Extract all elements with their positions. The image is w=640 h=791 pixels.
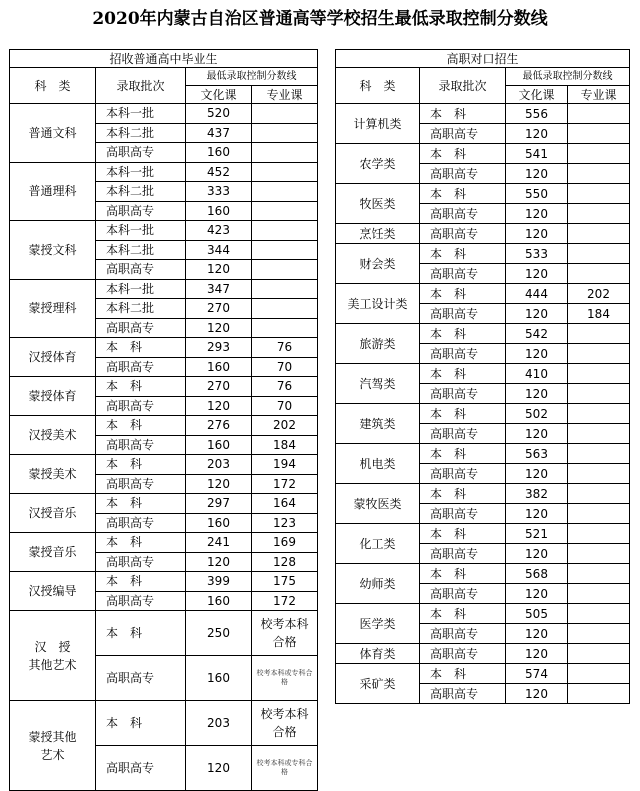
table-row bbox=[336, 284, 630, 304]
culture-score-cell: 270 bbox=[186, 299, 252, 319]
culture-score-cell: 568 bbox=[506, 564, 568, 584]
batch-cell: 本 科 bbox=[420, 364, 506, 384]
batch-cell: 高职高专 bbox=[420, 204, 506, 224]
batch-cell: 本 科 bbox=[96, 416, 186, 436]
batch-cell: 高职高专 bbox=[420, 424, 506, 444]
major-score-cell bbox=[568, 224, 630, 244]
major-score-cell: 128 bbox=[252, 552, 318, 572]
category-cell: 蒙授理科 bbox=[10, 279, 96, 338]
batch-cell: 本 科 bbox=[96, 338, 186, 358]
batch-cell: 本科一批 bbox=[96, 104, 186, 124]
culture-score-cell: 120 bbox=[186, 746, 252, 791]
major-score-cell: 194 bbox=[252, 455, 318, 475]
major-score-cell bbox=[568, 404, 630, 424]
culture-score-cell: 520 bbox=[186, 104, 252, 124]
batch-cell: 本 科 bbox=[96, 494, 186, 514]
batch-cell: 本 科 bbox=[420, 524, 506, 544]
batch-cell: 高职高专 bbox=[96, 260, 186, 280]
batch-cell: 本 科 bbox=[96, 701, 186, 746]
culture-score-cell: 444 bbox=[506, 284, 568, 304]
batch-cell: 本科二批 bbox=[96, 182, 186, 202]
culture-score-cell: 160 bbox=[186, 591, 252, 611]
major-score-cell: 校考本科合格 bbox=[252, 611, 318, 656]
batch-cell: 本科二批 bbox=[96, 240, 186, 260]
culture-score-cell: 423 bbox=[186, 221, 252, 241]
batch-cell: 高职高专 bbox=[96, 201, 186, 221]
major-score-cell bbox=[568, 264, 630, 284]
table-row bbox=[336, 404, 630, 424]
major-score-cell bbox=[568, 444, 630, 464]
table-row bbox=[10, 533, 318, 553]
category-cell: 蒙授音乐 bbox=[10, 533, 96, 572]
culture-score-cell: 542 bbox=[506, 324, 568, 344]
culture-score-cell: 120 bbox=[506, 124, 568, 144]
batch-cell: 本 科 bbox=[96, 533, 186, 553]
culture-score-cell: 120 bbox=[506, 584, 568, 604]
culture-score-cell: 502 bbox=[506, 404, 568, 424]
major-score-cell bbox=[568, 524, 630, 544]
category-cell: 计算机类 bbox=[336, 104, 420, 144]
col-header-major: 专业课 bbox=[568, 86, 630, 104]
major-score-cell: 70 bbox=[252, 357, 318, 377]
culture-score-cell: 270 bbox=[186, 377, 252, 397]
batch-cell: 本 科 bbox=[420, 564, 506, 584]
major-score-cell: 70 bbox=[252, 396, 318, 416]
major-score-cell: 169 bbox=[252, 533, 318, 553]
major-score-cell: 校考本科或专科合格 bbox=[252, 746, 318, 791]
batch-cell: 高职高专 bbox=[96, 513, 186, 533]
category-cell: 汽驾类 bbox=[336, 364, 420, 404]
batch-cell: 本科一批 bbox=[96, 162, 186, 182]
table-row bbox=[336, 144, 630, 164]
major-score-cell bbox=[568, 684, 630, 704]
major-score-cell bbox=[568, 424, 630, 444]
major-score-cell bbox=[252, 299, 318, 319]
culture-score-cell: 120 bbox=[506, 344, 568, 364]
major-score-cell bbox=[568, 664, 630, 684]
category-cell: 汉 授 其他艺术 bbox=[10, 611, 96, 701]
batch-cell: 本 科 bbox=[420, 284, 506, 304]
culture-score-cell: 120 bbox=[506, 264, 568, 284]
culture-score-cell: 276 bbox=[186, 416, 252, 436]
category-cell: 旅游类 bbox=[336, 324, 420, 364]
category-cell: 建筑类 bbox=[336, 404, 420, 444]
category-cell: 蒙授其他 艺术 bbox=[10, 701, 96, 791]
col-header-min-score: 最低录取控制分数线 bbox=[186, 68, 318, 86]
culture-score-cell: 382 bbox=[506, 484, 568, 504]
culture-score-cell: 410 bbox=[506, 364, 568, 384]
culture-score-cell: 297 bbox=[186, 494, 252, 514]
category-cell: 机电类 bbox=[336, 444, 420, 484]
table-row bbox=[336, 644, 630, 664]
batch-cell: 高职高专 bbox=[420, 344, 506, 364]
batch-cell: 高职高专 bbox=[420, 544, 506, 564]
major-score-cell bbox=[252, 201, 318, 221]
batch-cell: 本 科 bbox=[420, 484, 506, 504]
culture-score-cell: 120 bbox=[186, 318, 252, 338]
culture-score-cell: 203 bbox=[186, 701, 252, 746]
batch-cell: 高职高专 bbox=[420, 504, 506, 524]
major-score-cell: 172 bbox=[252, 591, 318, 611]
major-score-cell bbox=[568, 584, 630, 604]
table-row bbox=[10, 572, 318, 592]
category-cell: 蒙授文科 bbox=[10, 221, 96, 280]
culture-score-cell: 505 bbox=[506, 604, 568, 624]
major-score-cell bbox=[568, 544, 630, 564]
major-score-cell bbox=[568, 464, 630, 484]
major-score-cell bbox=[568, 164, 630, 184]
table-row bbox=[10, 416, 318, 436]
table-row bbox=[10, 221, 318, 241]
batch-cell: 高职高专 bbox=[96, 435, 186, 455]
col-header-culture: 文化课 bbox=[186, 86, 252, 104]
batch-cell: 高职高专 bbox=[420, 644, 506, 664]
table-row bbox=[336, 444, 630, 464]
major-score-cell bbox=[568, 104, 630, 124]
batch-cell: 本 科 bbox=[420, 324, 506, 344]
batch-cell: 本 科 bbox=[96, 455, 186, 475]
table-row bbox=[336, 364, 630, 384]
batch-cell: 高职高专 bbox=[420, 384, 506, 404]
culture-score-cell: 160 bbox=[186, 656, 252, 701]
major-score-cell bbox=[252, 260, 318, 280]
batch-cell: 高职高专 bbox=[96, 591, 186, 611]
culture-score-cell: 120 bbox=[506, 684, 568, 704]
batch-cell: 本 科 bbox=[96, 377, 186, 397]
major-score-cell bbox=[568, 484, 630, 504]
major-score-cell: 123 bbox=[252, 513, 318, 533]
category-cell: 普通文科 bbox=[10, 104, 96, 163]
batch-cell: 高职高专 bbox=[420, 224, 506, 244]
culture-score-cell: 550 bbox=[506, 184, 568, 204]
category-cell: 化工类 bbox=[336, 524, 420, 564]
table-row bbox=[10, 104, 318, 124]
category-cell: 蒙授体育 bbox=[10, 377, 96, 416]
batch-cell: 高职高专 bbox=[420, 164, 506, 184]
batch-cell: 高职高专 bbox=[420, 584, 506, 604]
category-cell: 汉授音乐 bbox=[10, 494, 96, 533]
major-score-cell bbox=[568, 144, 630, 164]
batch-cell: 本 科 bbox=[420, 404, 506, 424]
major-score-cell bbox=[568, 564, 630, 584]
table-row bbox=[336, 564, 630, 584]
table-row bbox=[336, 604, 630, 624]
major-score-cell bbox=[252, 143, 318, 163]
major-score-cell bbox=[568, 384, 630, 404]
batch-cell: 本科二批 bbox=[96, 123, 186, 143]
batch-cell: 本 科 bbox=[420, 604, 506, 624]
batch-cell: 本 科 bbox=[420, 144, 506, 164]
major-score-cell: 164 bbox=[252, 494, 318, 514]
major-score-cell bbox=[252, 240, 318, 260]
culture-score-cell: 241 bbox=[186, 533, 252, 553]
category-cell: 幼师类 bbox=[336, 564, 420, 604]
col-header-culture: 文化课 bbox=[506, 86, 568, 104]
major-score-cell: 175 bbox=[252, 572, 318, 592]
batch-cell: 本 科 bbox=[420, 444, 506, 464]
batch-cell: 高职高专 bbox=[420, 124, 506, 144]
major-score-cell: 202 bbox=[252, 416, 318, 436]
table-row bbox=[336, 184, 630, 204]
major-score-cell: 202 bbox=[568, 284, 630, 304]
table-row bbox=[336, 664, 630, 684]
culture-score-cell: 120 bbox=[506, 504, 568, 524]
major-score-cell: 校考本科或专科合格 bbox=[252, 656, 318, 701]
batch-cell: 本 科 bbox=[420, 184, 506, 204]
category-cell: 蒙授美术 bbox=[10, 455, 96, 494]
batch-cell: 高职高专 bbox=[420, 684, 506, 704]
culture-score-cell: 160 bbox=[186, 201, 252, 221]
culture-score-cell: 120 bbox=[506, 644, 568, 664]
major-score-cell bbox=[568, 504, 630, 524]
major-score-cell bbox=[252, 182, 318, 202]
table-row bbox=[10, 338, 318, 358]
major-score-cell bbox=[568, 344, 630, 364]
culture-score-cell: 160 bbox=[186, 513, 252, 533]
culture-score-cell: 160 bbox=[186, 435, 252, 455]
batch-cell: 高职高专 bbox=[420, 264, 506, 284]
culture-score-cell: 120 bbox=[186, 396, 252, 416]
major-score-cell: 172 bbox=[252, 474, 318, 494]
table-row bbox=[336, 524, 630, 544]
culture-score-cell: 120 bbox=[186, 552, 252, 572]
culture-score-cell: 120 bbox=[506, 624, 568, 644]
category-cell: 美工设计类 bbox=[336, 284, 420, 324]
major-score-cell bbox=[252, 318, 318, 338]
culture-score-cell: 347 bbox=[186, 279, 252, 299]
major-score-cell bbox=[568, 324, 630, 344]
table-row bbox=[336, 244, 630, 264]
batch-cell: 本科一批 bbox=[96, 221, 186, 241]
culture-score-cell: 563 bbox=[506, 444, 568, 464]
culture-score-cell: 120 bbox=[506, 164, 568, 184]
culture-score-cell: 160 bbox=[186, 357, 252, 377]
batch-cell: 本 科 bbox=[420, 244, 506, 264]
major-score-cell: 76 bbox=[252, 338, 318, 358]
batch-cell: 高职高专 bbox=[96, 474, 186, 494]
batch-cell: 本 科 bbox=[96, 572, 186, 592]
table-row bbox=[336, 484, 630, 504]
culture-score-cell: 333 bbox=[186, 182, 252, 202]
left-score-table bbox=[9, 49, 318, 791]
major-score-cell: 校考本科合格 bbox=[252, 701, 318, 746]
category-cell: 财会类 bbox=[336, 244, 420, 284]
culture-score-cell: 120 bbox=[186, 474, 252, 494]
culture-score-cell: 541 bbox=[506, 144, 568, 164]
batch-cell: 高职高专 bbox=[420, 464, 506, 484]
category-cell: 采矿类 bbox=[336, 664, 420, 704]
batch-cell: 高职高专 bbox=[96, 552, 186, 572]
batch-cell: 高职高专 bbox=[96, 746, 186, 791]
batch-cell: 高职高专 bbox=[420, 624, 506, 644]
major-score-cell bbox=[252, 123, 318, 143]
culture-score-cell: 120 bbox=[506, 204, 568, 224]
batch-cell: 高职高专 bbox=[96, 396, 186, 416]
table-row bbox=[10, 701, 318, 746]
category-cell: 汉授美术 bbox=[10, 416, 96, 455]
col-header-min-score: 最低录取控制分数线 bbox=[506, 68, 630, 86]
major-score-cell bbox=[568, 184, 630, 204]
batch-cell: 本 科 bbox=[96, 611, 186, 656]
major-score-cell bbox=[568, 604, 630, 624]
table-row bbox=[10, 162, 318, 182]
culture-score-cell: 437 bbox=[186, 123, 252, 143]
category-cell: 蒙牧医类 bbox=[336, 484, 420, 524]
major-score-cell bbox=[568, 644, 630, 664]
batch-cell: 高职高专 bbox=[420, 304, 506, 324]
major-score-cell: 76 bbox=[252, 377, 318, 397]
culture-score-cell: 452 bbox=[186, 162, 252, 182]
category-cell: 农学类 bbox=[336, 144, 420, 184]
batch-cell: 本 科 bbox=[420, 104, 506, 124]
culture-score-cell: 293 bbox=[186, 338, 252, 358]
culture-score-cell: 120 bbox=[506, 464, 568, 484]
category-cell: 汉授体育 bbox=[10, 338, 96, 377]
major-score-cell bbox=[568, 204, 630, 224]
table-row bbox=[336, 104, 630, 124]
culture-score-cell: 533 bbox=[506, 244, 568, 264]
section-title: 高职对口招生 bbox=[336, 50, 630, 68]
batch-cell: 本科一批 bbox=[96, 279, 186, 299]
culture-score-cell: 120 bbox=[506, 224, 568, 244]
major-score-cell bbox=[568, 124, 630, 144]
section-title: 招收普通高中毕业生 bbox=[10, 50, 318, 68]
category-cell: 牧医类 bbox=[336, 184, 420, 224]
col-header-major: 专业课 bbox=[252, 86, 318, 104]
col-header-category: 科 类 bbox=[336, 68, 420, 104]
batch-cell: 本 科 bbox=[420, 664, 506, 684]
category-cell: 烹饪类 bbox=[336, 224, 420, 244]
major-score-cell bbox=[568, 624, 630, 644]
col-header-batch: 录取批次 bbox=[96, 68, 186, 104]
culture-score-cell: 120 bbox=[506, 384, 568, 404]
major-score-cell: 184 bbox=[568, 304, 630, 324]
category-cell: 汉授编导 bbox=[10, 572, 96, 611]
col-header-batch: 录取批次 bbox=[420, 68, 506, 104]
culture-score-cell: 160 bbox=[186, 143, 252, 163]
culture-score-cell: 120 bbox=[506, 424, 568, 444]
culture-score-cell: 203 bbox=[186, 455, 252, 475]
batch-cell: 本科二批 bbox=[96, 299, 186, 319]
batch-cell: 高职高专 bbox=[96, 143, 186, 163]
col-header-category: 科 类 bbox=[10, 68, 96, 104]
table-row bbox=[336, 224, 630, 244]
major-score-cell bbox=[252, 279, 318, 299]
major-score-cell: 184 bbox=[252, 435, 318, 455]
category-cell: 普通理科 bbox=[10, 162, 96, 221]
major-score-cell bbox=[252, 104, 318, 124]
batch-cell: 高职高专 bbox=[96, 318, 186, 338]
culture-score-cell: 120 bbox=[506, 304, 568, 324]
table-row bbox=[10, 494, 318, 514]
right-score-table bbox=[335, 49, 630, 704]
major-score-cell bbox=[568, 244, 630, 264]
table-row bbox=[10, 279, 318, 299]
table-row bbox=[336, 324, 630, 344]
major-score-cell bbox=[252, 221, 318, 241]
culture-score-cell: 120 bbox=[506, 544, 568, 564]
culture-score-cell: 399 bbox=[186, 572, 252, 592]
culture-score-cell: 521 bbox=[506, 524, 568, 544]
culture-score-cell: 556 bbox=[506, 104, 568, 124]
culture-score-cell: 120 bbox=[186, 260, 252, 280]
table-row bbox=[10, 611, 318, 656]
category-cell: 体育类 bbox=[336, 644, 420, 664]
category-cell: 医学类 bbox=[336, 604, 420, 644]
batch-cell: 高职高专 bbox=[96, 357, 186, 377]
major-score-cell bbox=[252, 162, 318, 182]
table-row bbox=[10, 377, 318, 397]
culture-score-cell: 344 bbox=[186, 240, 252, 260]
page-title: 2020年内蒙古自治区普通高等学校招生最低录取控制分数线 bbox=[92, 9, 548, 29]
culture-score-cell: 250 bbox=[186, 611, 252, 656]
culture-score-cell: 574 bbox=[506, 664, 568, 684]
batch-cell: 高职高专 bbox=[96, 656, 186, 701]
table-row bbox=[10, 455, 318, 475]
major-score-cell bbox=[568, 364, 630, 384]
